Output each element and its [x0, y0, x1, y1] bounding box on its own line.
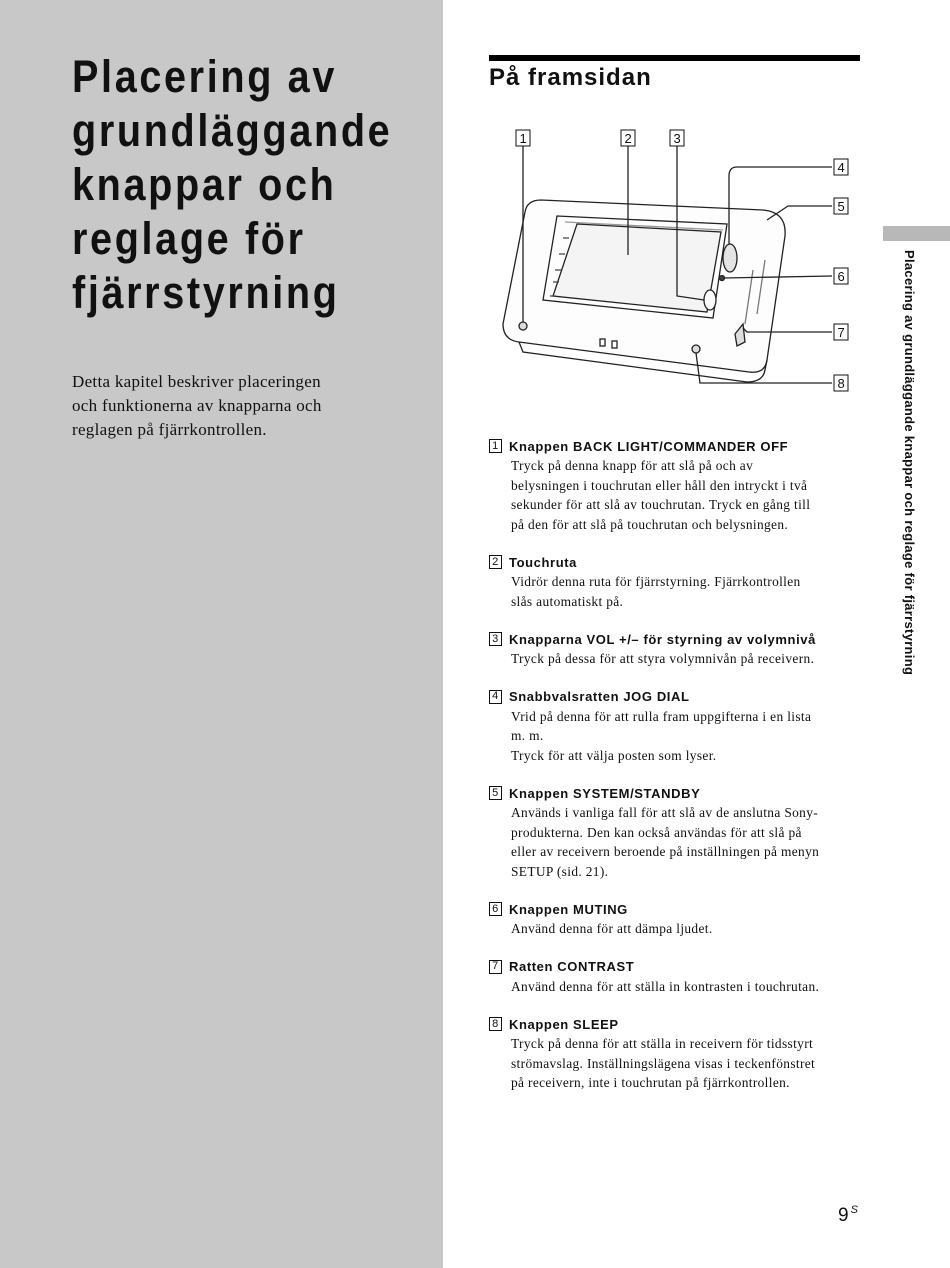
item-description [489, 803, 869, 881]
description-line: Använd denna för att ställa in kontrasten i touchrutan. [511, 978, 820, 994]
item-title: Knapparna VOL +/– för styrning av volymnivå [509, 631, 816, 647]
description-line: strömavslag. Inställningslägena visas i teckenfönstret [511, 1055, 816, 1071]
description-line: Tryck för att välja posten som lyser. [511, 747, 717, 763]
description-line: m. m. [511, 728, 544, 743]
item-jog-dial [489, 687, 869, 766]
item-title: Knappen MUTING [509, 901, 628, 917]
chapter-title-line: knappar och [72, 159, 337, 210]
section-rule [489, 55, 860, 61]
sleep-button-shape [692, 345, 700, 353]
description-line: på receivern, inte i touchrutan på fjärrkontrollen. [511, 1075, 790, 1090]
description-line: slås automatiskt på. [511, 593, 624, 609]
item-number: 3 [489, 632, 502, 646]
item-number: 5 [489, 786, 502, 800]
item-title: Touchruta [509, 554, 577, 570]
item-description [489, 919, 869, 939]
description-line: Vidrör denna ruta för fjärrstyrning. Fjärrkontrollen [511, 574, 801, 589]
callout-3: 3 [673, 131, 681, 146]
callout-6: 6 [837, 269, 845, 284]
page-number [838, 1204, 858, 1227]
item-sleep [489, 1014, 869, 1093]
chapter-panel [0, 0, 443, 1268]
description-line: sekunder för att slå av touchrutan. Tryck en gång till [511, 497, 811, 512]
page-number-value: 9 [838, 1205, 849, 1226]
item-number: 2 [489, 555, 502, 569]
muting-dot [720, 276, 725, 281]
remote-control-figure [495, 120, 865, 400]
intro-line: reglagen på fjärrkontrollen. [72, 420, 267, 439]
item-description [489, 456, 869, 534]
item-description [489, 1034, 869, 1093]
description-line: Tryck på dessa för att styra volymnivån på receivern. [511, 651, 815, 666]
item-number: 4 [489, 690, 502, 704]
side-tab-marker [883, 226, 950, 241]
description-line: Använd denna för att dämpa ljudet. [511, 921, 713, 936]
callout-7: 7 [837, 325, 845, 340]
item-system-standby [489, 783, 869, 881]
description-line: Tryck på denna knapp för att slå på och av [511, 458, 754, 473]
description-line: eller av receivern beroende på inställningen på menyn [511, 844, 820, 859]
item-title: Knappen SLEEP [509, 1016, 619, 1032]
item-muting [489, 899, 869, 939]
callout-1: 1 [519, 131, 527, 146]
callout-8: 8 [837, 376, 845, 391]
item-number: 1 [489, 439, 502, 453]
chapter-title-line: fjärrstyrning [72, 267, 340, 318]
callout-2: 2 [624, 131, 632, 146]
description-line: produkterna. Den kan också användas för att slå på [511, 824, 802, 840]
chapter-intro [72, 370, 402, 442]
backlight-button-shape [519, 322, 527, 330]
intro-line: Detta kapitel beskriver placeringen [72, 372, 321, 391]
control-descriptions [489, 436, 869, 1111]
item-title: Knappen BACK LIGHT/COMMANDER OFF [509, 438, 789, 454]
chapter-title-line: reglage för [72, 213, 306, 264]
page-number-suffix: S [850, 1204, 858, 1216]
jog-dial-shape [723, 244, 737, 272]
chapter-title-line: grundläggande [72, 105, 393, 156]
intro-line: och funktionerna av knapparna och [72, 396, 322, 415]
description-line: Används i vanliga fall för att slå av de anslutna Sony- [511, 805, 819, 820]
description-line: Tryck på denna för att ställa in receivern för tidsstyrt [511, 1036, 814, 1051]
vol-button-shape [704, 290, 716, 310]
description-line: SETUP (sid. 21). [511, 863, 609, 879]
chapter-title-line: Placering av [72, 51, 338, 102]
item-contrast [489, 957, 869, 997]
chapter-title [72, 50, 393, 320]
item-title: Ratten CONTRAST [509, 959, 635, 974]
description-line: belysningen i touchrutan eller håll den intryckt i två [511, 477, 808, 493]
callout-4: 4 [837, 160, 845, 175]
item-touchscreen [489, 552, 869, 611]
section-heading: På framsidan [489, 64, 652, 91]
description-line: på den för att slå på touchrutan och belysningen. [511, 516, 789, 532]
side-tab-text: Placering av grundläggande knappar och reglage för fjärrstyrning [902, 250, 917, 676]
item-description [489, 977, 869, 997]
item-number: 8 [489, 1017, 502, 1031]
item-title: Knappen SYSTEM/STANDBY [509, 785, 701, 801]
item-number: 6 [489, 902, 502, 916]
item-backlight [489, 436, 869, 534]
item-description [489, 649, 869, 669]
description-line: Vrid på denna för att rulla fram uppgifterna i en lista [511, 708, 812, 724]
callout-5: 5 [837, 199, 845, 214]
item-title: Snabbvalsratten JOG DIAL [509, 689, 690, 704]
item-description [489, 707, 869, 766]
item-description [489, 572, 869, 611]
item-number: 7 [489, 960, 502, 974]
item-volume [489, 629, 869, 669]
